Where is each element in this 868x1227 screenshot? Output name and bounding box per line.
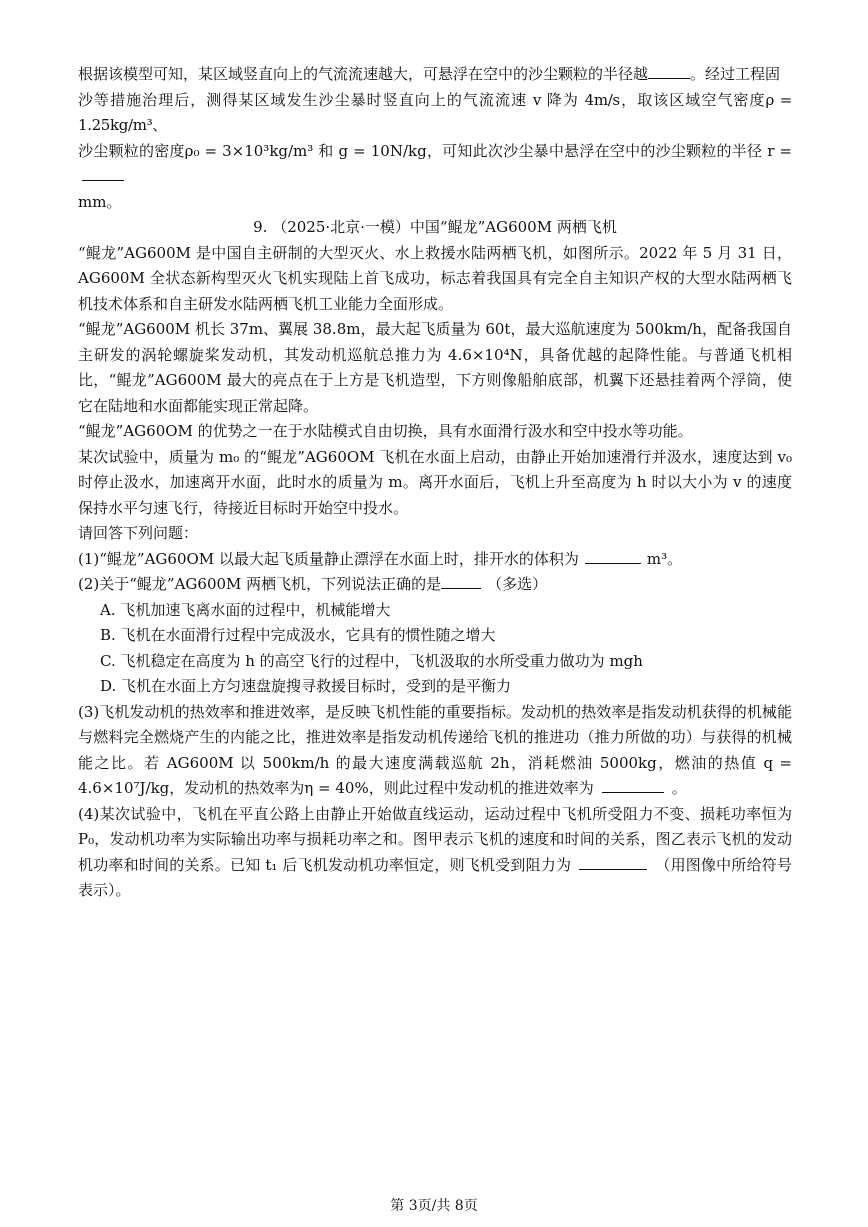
text: 。 [671,779,687,797]
answer-blank[interactable] [585,547,641,564]
text: (4)某次试验中，飞机在平直公路上由静止开始做直线运动，运动过程中飞机所受阻力不变、损耗功率恒为 P₀，发动机功率为实际输出功率与损耗功率之和。图甲表示飞机的速度和时间的关系，图乙表示飞机的发动机功率和时间的关系。已知 t₁ 后飞机发动机功率恒定，则飞机受到阻力为 [78,804,792,874]
question9-title: 9. （2025·北京·一模）中国“鲲龙”AG600M 两栖飞机 [253,218,617,236]
answer-blank[interactable] [82,164,124,181]
prev-question-line2: 沙等措施治理后，测得某区域发生沙尘暴时竖直向上的气流流速 v 降为 4m/s，取该区域空气密度ρ = 1.25kg/m³、 [78,90,792,134]
prev-question-line1 [78,62,792,88]
question9-para2: “鲲龙”AG600M 机长 37m、翼展 38.8m，最大起飞质量为 60t，最大巡航速度为 500km/h，配备我国自主研发的涡轮螺旋桨发动机，其发动机巡航总推力为 4.6×10⁴N，具备优越的起降性能。与普通飞机相比，“鲲龙”AG600M 最大的亮点在于上方是飞机造型，下方则像船舶底部，机翼下还悬挂着两个浮筒，使它在陆地和水面都能实现正常起降。 [78,320,792,415]
question9-para3: “鲲龙”AG60OM 的优势之一在于水陆模式自由切换，具有水面滑行汲水和空中投水等功能。 [78,422,693,440]
text: 根据该模型可知，某区域竖直向上的气流流速越大，可悬浮在空中的沙尘颗粒的半径越 [78,65,649,83]
subquestion-3 [78,700,792,802]
answer-blank[interactable] [441,572,481,589]
text: (1)“鲲龙”AG60OM 以最大起飞质量静止漂浮在水面上时，排开水的体积为 [78,549,579,568]
text: （用图像中所给符号表示）。 [78,855,792,899]
subquestion-1 [78,547,792,573]
text: (3)飞机发动机的热效率和推进效率，是反映飞机性能的重要指标。发动机的热效率是指发动机获得的机械能与燃料完全燃烧产生的内能之比，推进效率是指发动机传递给飞机的推进功（推力所做的功）与获得的机械能之比。若 AG600M 以 500km/h 的最大速度满载巡航 2h，消耗燃油 5000kg，燃油的热值 q = 4.6×10⁷J/kg，发动机的热效率为η = 40%，则此过程中发动机的推进效率为 [78,702,792,797]
subquestion-2 [78,572,792,598]
question9-para4: 某次试验中，质量为 m₀ 的“鲲龙”AG60OM 飞机在水面上启动，由静止开始加速滑行并汲水，速度达到 v₀ 时停止汲水，加速离开水面，此时水的质量为 m。离开水面后，飞机上升至高度为 h 时以大小为 v 的速度保持水平匀速飞行，待接近目标时开始空中投水。 [78,447,792,517]
question9-prompt: 请回答下列问题： [78,524,199,542]
text: （多选） [487,575,548,593]
option-a[interactable]: A. 飞机加速飞离水面的过程中，机械能增大 [100,600,391,619]
answer-blank[interactable] [579,853,647,870]
page-footer: 第 3页/共 8页 [390,1198,478,1214]
text: 沙尘颗粒的密度ρ₀ = 3×10³kg/m³ 和 g = 10N/kg，可知此次沙尘暴中悬浮在空中的沙尘颗粒的半径 r = [78,141,792,160]
question9-para1: “鲲龙”AG600M 是中国自主研制的大型灭火、水上救援水陆两栖飞机，如图所示。2022 年 5 月 31 日，AG600M 全状态新构型灭火飞机实现陆上首飞成功，标志着我国具有完全自主知识产权的大型水陆两栖飞机技术体系和自主研发水陆两栖飞机工业能力全面形成。 [78,243,792,313]
option-b[interactable]: B. 飞机在水面滑行过程中完成汲水，它具有的惯性随之增大 [100,626,496,644]
answer-blank[interactable] [648,62,690,79]
subquestion-4 [78,802,792,904]
option-c[interactable]: C. 飞机稳定在高度为 h 的高空飞行的过程中，飞机汲取的水所受重力做功为 mgh [100,651,643,670]
prev-question-line4: mm。 [78,192,122,211]
text: m³。 [646,549,683,568]
prev-question-line3 [78,139,792,190]
text: (2)关于“鲲龙”AG600M 两栖飞机，下列说法正确的是 [78,575,442,593]
answer-blank[interactable] [602,776,664,793]
text: 。经过工程固 [690,65,781,83]
option-d[interactable]: D. 飞机在水面上方匀速盘旋搜寻救援目标时，受到的是平衡力 [100,677,512,695]
page-content [78,62,792,904]
